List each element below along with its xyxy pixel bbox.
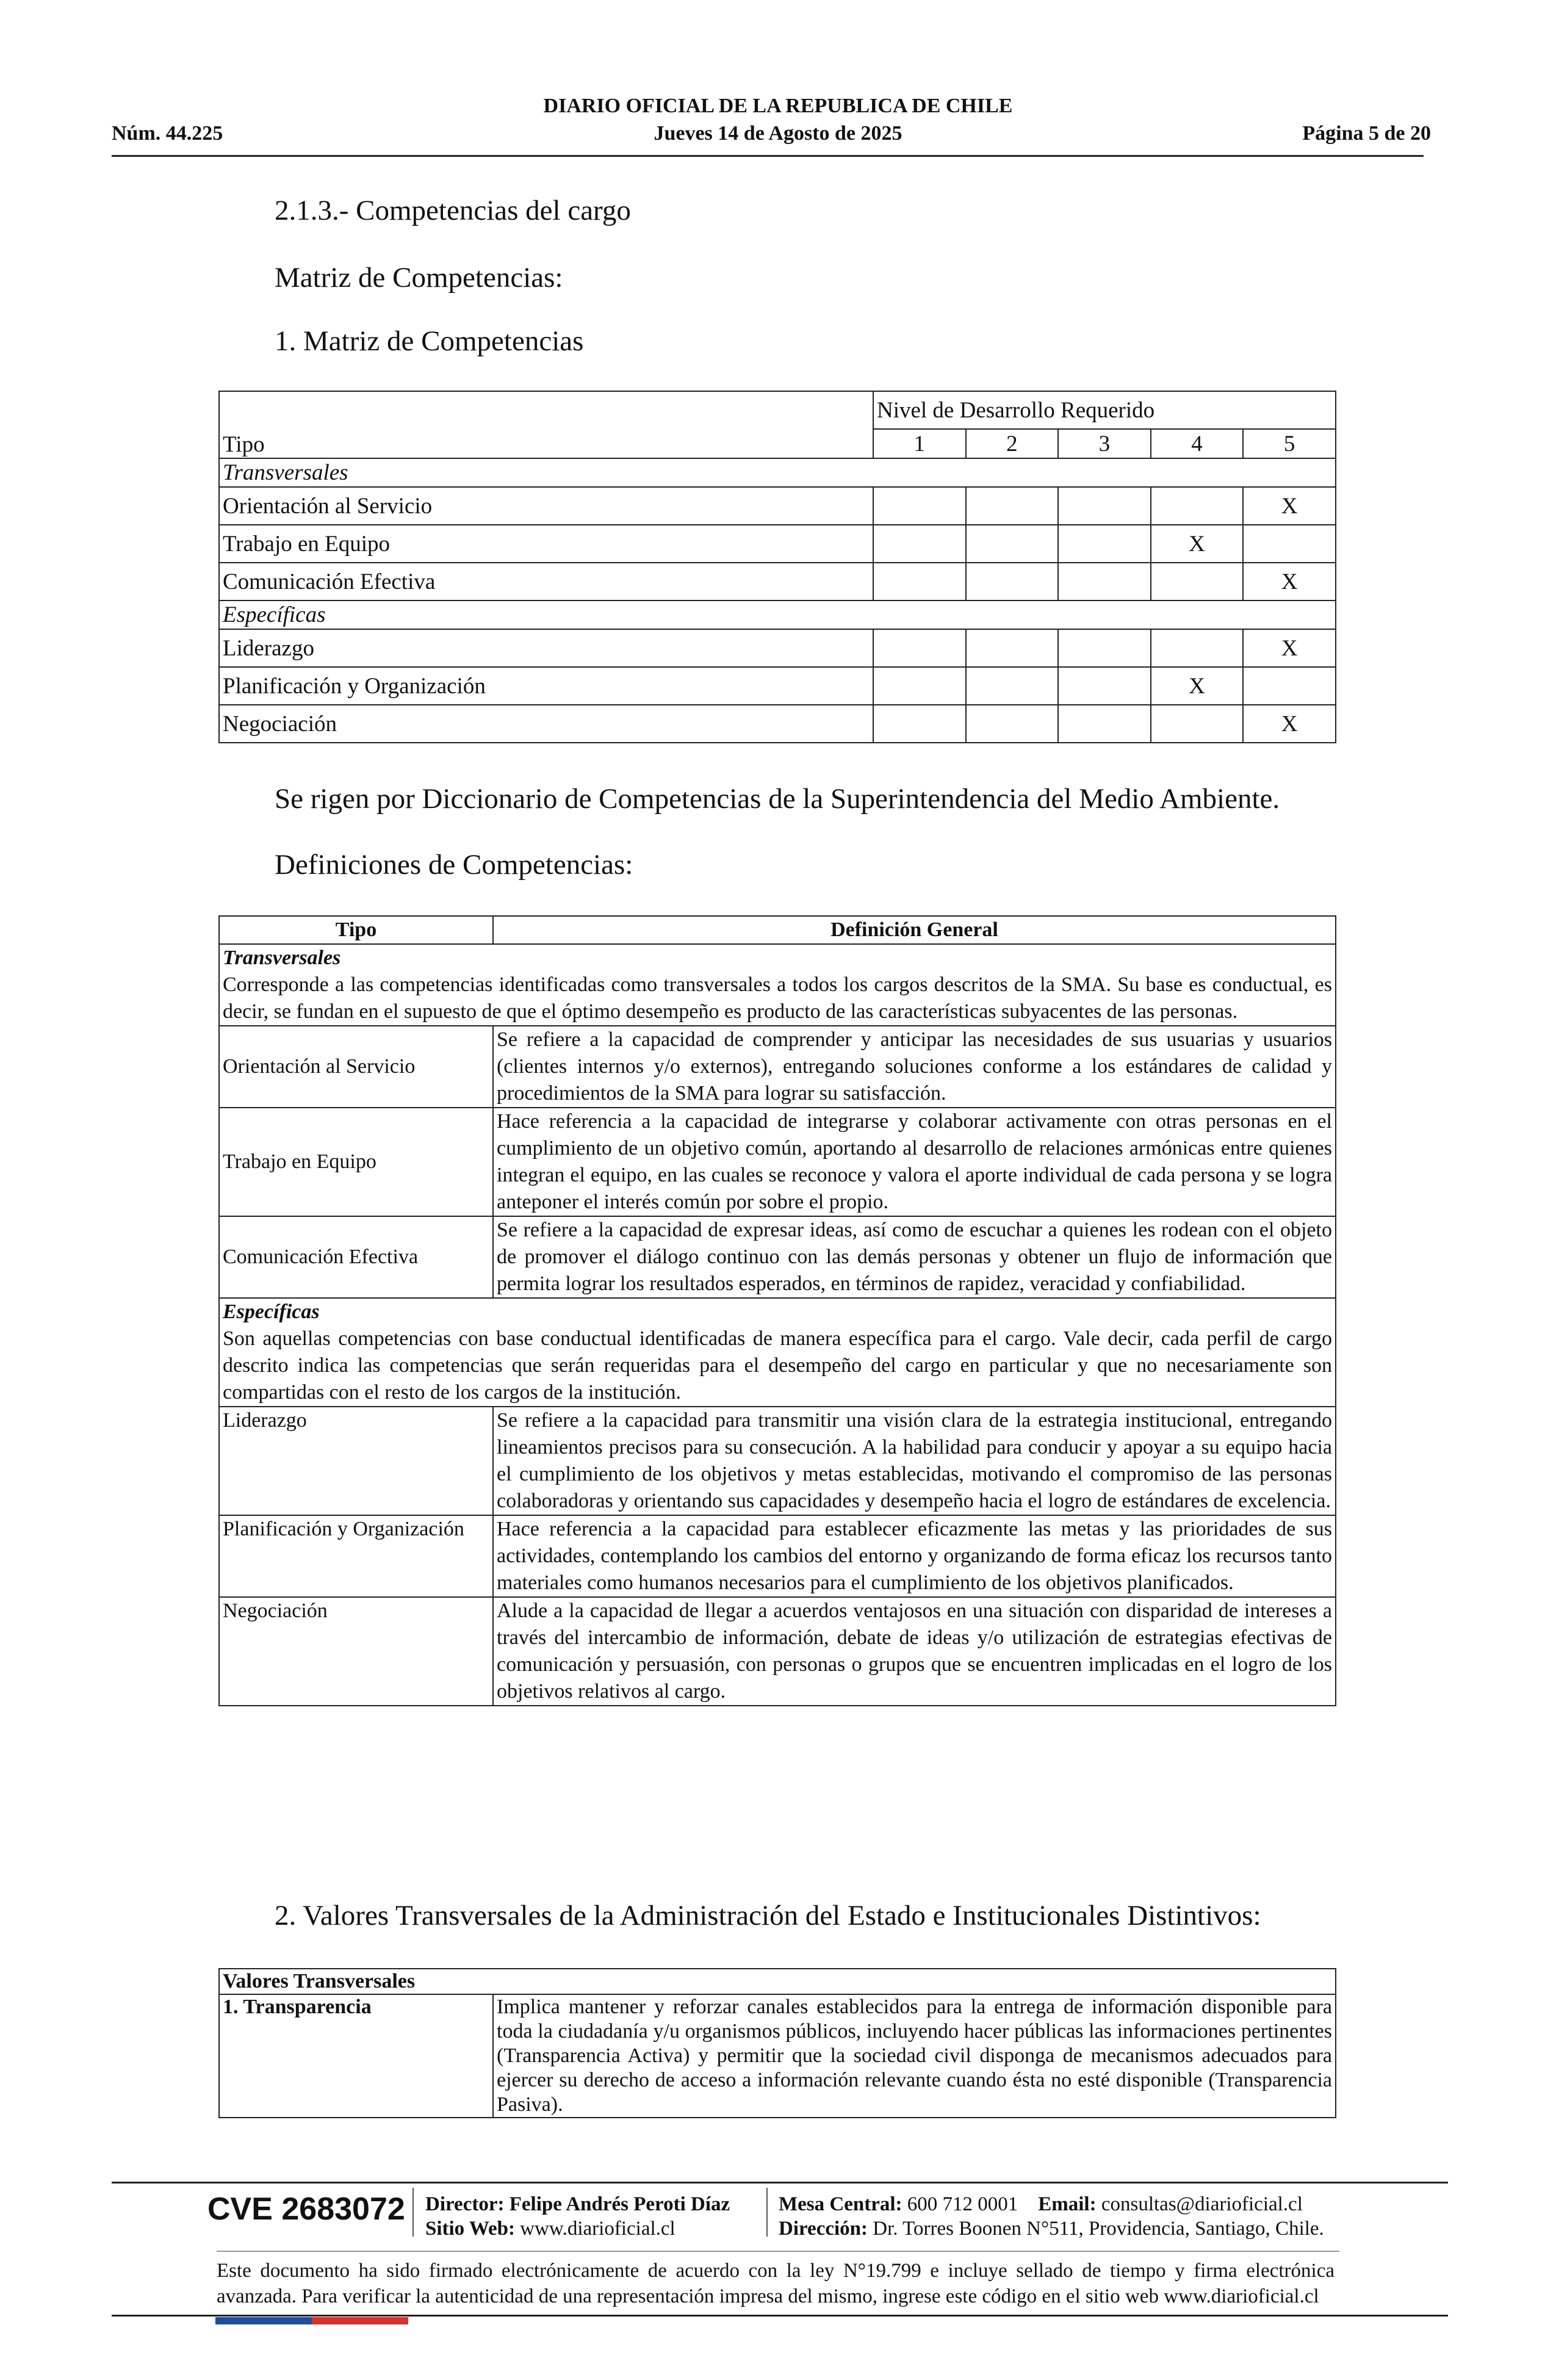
address-label: Dirección:: [779, 2218, 868, 2240]
competency-definition: Se refiere a la capacidad de comprender y anticipar las necesidades de sus usuarias y usuarios (clientes internos y/o externos), entregando soluciones conforme a los estándares de calidad y procedimientos de la SMA para lograr su satisfacción.: [493, 1026, 1336, 1108]
web-link[interactable]: www.diarioficial.cl: [520, 2218, 675, 2240]
competency-definition: Hace referencia a la capacidad de integrarse y colaborar activamente con otras personas en el cumplimiento de un objetivo común, aportando al desarrollo de relaciones armónicas entre quienes integran el equipo, en las cuales se reconoce y valora el aporte individual de cada persona y se logra anteponer el interés común por sobre el propio.: [493, 1108, 1336, 1216]
competency-name: Trabajo en Equipo: [219, 1108, 493, 1216]
level-cell: [1243, 525, 1336, 563]
footer-website: [425, 2216, 675, 2241]
level-cell: [873, 705, 966, 743]
level-cell: [873, 487, 966, 525]
values-table: [218, 1968, 1336, 2118]
level-cell: [873, 525, 966, 563]
group-description: Corresponde a las competencias identificadas como transversales a todos los cargos descritos de la SMA. Su base es conductual, es decir, se fundan en el supuesto de que el óptimo desempeño es producto de las características subyacentes de las personas.: [219, 972, 1336, 1026]
level-cell: X: [1151, 667, 1244, 705]
level-number: 4: [1151, 429, 1244, 458]
matrix-level-header: Nivel de Desarrollo Requerido: [873, 391, 1336, 429]
level-cell: [966, 629, 1059, 667]
director-label: Director:: [425, 2193, 505, 2215]
definition-row: [219, 1108, 1336, 1216]
competency-definition: Se refiere a la capacidad para transmitir una visión clara de la estrategia institucional, entregando lineamientos precisos para su consecución. A la habilidad para conducir y apoyar a su equipo hacia el cumplimiento de los objetivos y metas establecidas, motivando el compromiso de las personas colaboradoras y orientando sus capacidades y desempeño hacia el logro de estándares de excelencia.: [493, 1407, 1336, 1515]
level-cell: [1058, 629, 1151, 667]
matrix-row: [219, 525, 1336, 563]
matrix-row: [219, 705, 1336, 743]
definition-row: [219, 1407, 1336, 1515]
section-subtitle: Matriz de Competencias:: [275, 262, 563, 294]
definitions-group-especificas: Específicas: [219, 1298, 1336, 1325]
level-cell: [966, 563, 1059, 600]
level-cell: [1151, 629, 1244, 667]
header-rule: [112, 155, 1424, 157]
definition-row: [219, 1515, 1336, 1597]
competency-name: Orientación al Servicio: [219, 1026, 493, 1108]
competency-name: Planificación y Organización: [219, 1515, 493, 1597]
competency-label: Planificación y Organización: [219, 667, 873, 705]
matrix-group-especificas: Específicas: [219, 600, 1336, 629]
definition-row: [219, 1597, 1336, 1706]
competency-label: Orientación al Servicio: [219, 487, 873, 525]
values-header: Valores Transversales: [219, 1969, 1336, 1994]
competency-label: Liderazgo: [219, 629, 873, 667]
competency-name: Comunicación Efectiva: [219, 1216, 493, 1298]
level-cell: [1058, 667, 1151, 705]
level-cell: [1058, 525, 1151, 563]
flag-blue-band: [215, 2317, 312, 2324]
level-cell: [873, 629, 966, 667]
legal-notice: Este documento ha sido firmado electrónicamente de acuerdo con la ley N°19.799 e incluye sellado de tiempo y firma electrónica avanzada. Para verificar la autenticidad de una representación impresa del mismo, ingrese este código en el sitio web www.diarioficial.cl: [217, 2260, 1334, 2307]
competency-matrix: [218, 391, 1336, 743]
level-cell: [1058, 487, 1151, 525]
level-cell: [966, 705, 1059, 743]
level-number: 1: [873, 429, 966, 458]
definitions-table: [218, 915, 1336, 1706]
matrix-row: [219, 487, 1336, 525]
matrix-row: [219, 629, 1336, 667]
web-label: Sitio Web:: [425, 2218, 516, 2240]
matrix-row: [219, 563, 1336, 600]
footer-divider: [217, 2251, 1339, 2252]
competency-label: Comunicación Efectiva: [219, 563, 873, 600]
level-number: 2: [966, 429, 1059, 458]
level-cell: [966, 525, 1059, 563]
definition-row: [219, 1216, 1336, 1298]
definitions-title: Definiciones de Competencias:: [275, 849, 633, 881]
footer-rule: [112, 2182, 1448, 2183]
value-row: [219, 1994, 1336, 2118]
competency-label: Negociación: [219, 705, 873, 743]
competency-name: Negociación: [219, 1597, 493, 1706]
level-cell: [1151, 487, 1244, 525]
competency-definition: Se refiere a la capacidad de expresar ideas, así como de escuchar a quienes les rodean con el objeto de promover el diálogo continuo con las demás personas y obtener un flujo de información que permita lograr los resultados esperados, en términos de rapidez, veracidad y confiabilidad.: [493, 1216, 1336, 1298]
flag-red-band: [312, 2317, 408, 2324]
director-name: Felipe Andrés Peroti Díaz: [509, 2193, 730, 2215]
level-cell: [1243, 667, 1336, 705]
level-number: 3: [1058, 429, 1151, 458]
level-cell: [1058, 563, 1151, 600]
dictionary-note: Se rigen por Diccionario de Competencias de la Superintendencia del Medio Ambiente.: [275, 783, 1280, 815]
level-cell: [966, 487, 1059, 525]
level-cell: X: [1243, 705, 1336, 743]
matrix-title: 1. Matriz de Competencias: [275, 325, 584, 357]
cve-code: CVE 2683072: [207, 2191, 405, 2227]
value-definition: Implica mantener y reforzar canales establecidos para la entrega de información disponible para toda la ciudadanía y/u organismos públicos, incluyendo hacer públicas las informaciones pertinentes (Transparencia Activa) y permitir que la sociedad civil disponga de mecanismos adecuados para ejercer su derecho de acceso a información relevante cuando ésta no esté disponible (Transparencia Pasiva).: [493, 1994, 1336, 2118]
level-cell: [873, 667, 966, 705]
matrix-group-transversales: Transversales: [219, 458, 1336, 487]
footer-separator: [766, 2188, 768, 2237]
level-cell: X: [1243, 629, 1336, 667]
level-number: 5: [1243, 429, 1336, 458]
competency-definition: Alude a la capacidad de llegar a acuerdos ventajosos en una situación con disparidad de intereses a través del intercambio de información, debate de ideas y/o utilización de estrategias efectivas de comunicación y persuasión, con personas o grupos que se encuentren implicadas en el logro de los objetivos relativos al cargo.: [493, 1597, 1336, 1706]
email-label: Email:: [1038, 2193, 1097, 2215]
value-name: 1. Transparencia: [219, 1994, 493, 2118]
footer-address: [779, 2216, 1324, 2241]
section-title: 2.1.3.- Competencias del cargo: [275, 195, 631, 226]
matrix-row: [219, 667, 1336, 705]
footer-separator: [412, 2188, 414, 2237]
values-title: 2. Valores Transversales de la Administración del Estado e Institucionales Distintivos:: [275, 1900, 1261, 1931]
journal-title: DIARIO OFICIAL DE LA REPUBLICA DE CHILE: [543, 95, 1013, 117]
footer-contact: [779, 2192, 1303, 2216]
footer-director: [425, 2192, 730, 2216]
level-cell: X: [1151, 525, 1244, 563]
level-cell: [1151, 705, 1244, 743]
issue-number: Núm. 44.225: [112, 122, 223, 145]
level-cell: [1058, 705, 1151, 743]
competency-definition: Hace referencia a la capacidad para establecer eficazmente las metas y las prioridades de sus actividades, contemplando los cambios del entorno y organizando de forma eficaz los recursos tanto materiales como humanos necesarios para el cumplimiento de los objetivos planificados.: [493, 1515, 1336, 1597]
page-number: Página 5 de 20: [1302, 122, 1431, 145]
definitions-col-def: Definición General: [493, 916, 1336, 944]
group-description: Son aquellas competencias con base conductual identificadas de manera específica para el cargo. Vale decir, cada perfil de cargo descrito indica las competencias que serán requeridas para el desempeño del cargo en particular y que no necesariamente son compartidas con el resto de los cargos de la institución.: [219, 1325, 1336, 1407]
phone-number: 600 712 0001: [907, 2193, 1018, 2215]
email-link[interactable]: consultas@diarioficial.cl: [1101, 2193, 1303, 2215]
definitions-col-type: Tipo: [219, 916, 493, 944]
definition-row: [219, 1026, 1336, 1108]
competency-label: Trabajo en Equipo: [219, 525, 873, 563]
matrix-type-header: Tipo: [219, 391, 873, 458]
address-text: Dr. Torres Boonen N°511, Providencia, Santiago, Chile.: [873, 2218, 1324, 2240]
footer-bottom-rule: [112, 2315, 1448, 2317]
level-cell: X: [1243, 563, 1336, 600]
level-cell: [873, 563, 966, 600]
level-cell: [966, 667, 1059, 705]
level-cell: [1151, 563, 1244, 600]
level-cell: X: [1243, 487, 1336, 525]
competency-name: Liderazgo: [219, 1407, 493, 1515]
issue-date: Jueves 14 de Agosto de 2025: [654, 122, 902, 145]
definitions-group-transversales: Transversales: [219, 944, 1336, 972]
phone-label: Mesa Central:: [779, 2193, 902, 2215]
